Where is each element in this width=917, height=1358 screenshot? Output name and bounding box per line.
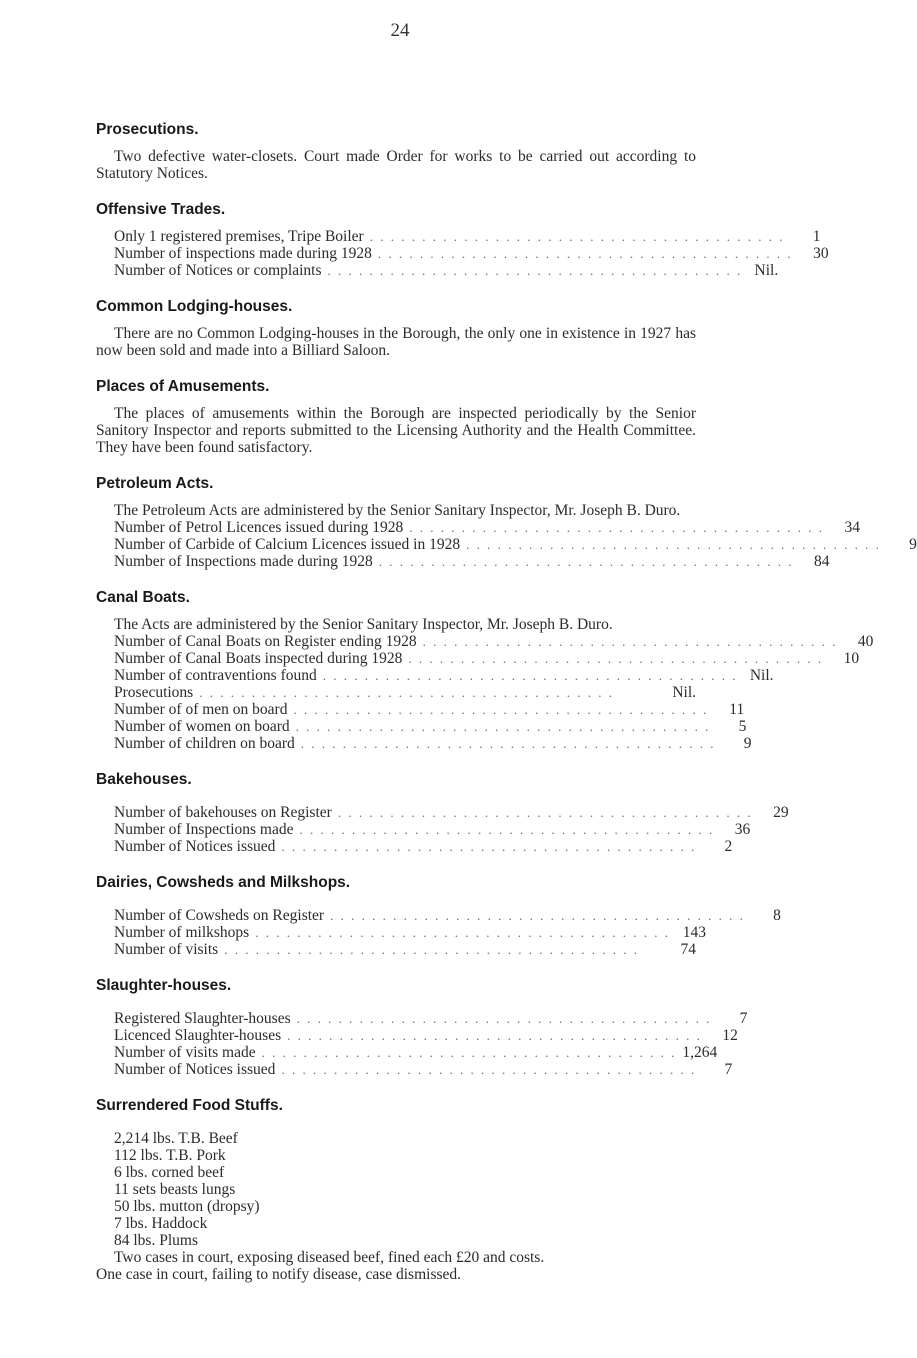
stat-row xyxy=(114,667,774,684)
stat-value: Nil. xyxy=(749,667,774,684)
stat-value: 36 xyxy=(734,821,751,838)
stat-value: 11 xyxy=(729,701,745,718)
section-heading: Offensive Trades. xyxy=(96,201,226,218)
stat-label: Number of inspections made during 1928 xyxy=(114,245,372,262)
stat-value: 8 xyxy=(773,907,781,924)
list-item: 112 lbs. T.B. Pork xyxy=(114,1147,226,1164)
stat-value: 1 xyxy=(812,228,821,245)
dot-leader: . . . . . . . . . . . . . . . . . . . . . . . . . . . . . . . . . . . . . . . . xyxy=(369,229,785,244)
stat-row xyxy=(114,553,830,570)
stat-label: Number of Notices issued xyxy=(114,838,276,855)
stat-list xyxy=(96,228,829,279)
stat-label: Licenced Slaughter-houses xyxy=(114,1027,282,1044)
dot-leader: . . . . . . . . . . . . . . . . . . . . . . . . . . . . . . . . . . . . . . . . xyxy=(296,1011,712,1026)
stat-value: 10 xyxy=(843,650,860,667)
stat-value: 7 xyxy=(724,1061,733,1078)
dot-leader: . . . . . . . . . . . . . . . . . . . . . . . . . . . . . . . . . . . . . . . . xyxy=(199,685,614,700)
stat-label: Number of Petrol Licences issued during 1928 xyxy=(114,519,404,536)
list-item: 50 lbs. mutton (dropsy) xyxy=(114,1198,260,1215)
stat-row xyxy=(114,907,781,924)
section-bakehouses xyxy=(96,770,789,855)
section-heading: Surrendered Food Stuffs. xyxy=(96,1097,283,1114)
dot-leader: . . . . . . . . . . . . . . . . . . . . . . . . . . . . . . . . . . . . . . . . xyxy=(408,651,824,666)
section-heading: Slaughter-houses. xyxy=(96,977,232,994)
court-note: One case in court, failing to notify disease, case dismissed. xyxy=(96,1266,462,1283)
section-amusements xyxy=(96,377,696,456)
stat-row xyxy=(114,536,917,553)
stat-label: Number of Notices issued xyxy=(114,1061,276,1078)
dot-leader: . . . . . . . . . . . . . . . . . . . . . . . . . . . . . . . . . . . . . . . . xyxy=(295,719,711,734)
stat-label: Number of Carbide of Calcium Licences issued in 1928 xyxy=(114,536,461,553)
stat-row xyxy=(114,924,706,941)
stat-label: Number of Canal Boats on Register ending 1928 xyxy=(114,633,417,650)
section-heading: Canal Boats. xyxy=(96,589,190,606)
stat-row xyxy=(114,684,696,701)
dot-leader: . . . . . . . . . . . . . . . . . . . . . . . . . . . . . . . . . . . . . . . . xyxy=(327,263,743,278)
dot-leader: . . . . . . . . . . . . . . . . . . . . . . . . . . . . . . . . . . . . . . . . xyxy=(330,908,745,923)
stat-row xyxy=(114,519,861,536)
section-paragraph: There are no Common Lodging-houses in the Borough, the only one in existence in 1927 has now been sold and made into a Billiard Saloon. xyxy=(96,325,696,359)
section-prosecutions xyxy=(96,120,696,182)
stat-label: Number of Inspections made xyxy=(114,821,294,838)
stat-list xyxy=(96,907,781,958)
stat-value: 84 xyxy=(813,553,830,570)
stat-value: 1,264 xyxy=(682,1044,718,1061)
court-note: Two cases in court, exposing diseased beef, fined each £20 and costs. xyxy=(114,1249,545,1266)
dot-leader: . . . . . . . . . . . . . . . . . . . . . . . . . . . . . . . . . . . . . . . . xyxy=(377,246,793,261)
stat-label: Prosecutions xyxy=(114,684,194,701)
section-heading: Places of Amusements. xyxy=(96,378,270,395)
dot-leader: . . . . . . . . . . . . . . . . . . . . . . . . . . . . . . . . . . . . . . . . xyxy=(337,805,753,820)
stat-value: 143 xyxy=(682,924,706,941)
section-surrendered-food xyxy=(96,1096,696,1283)
stat-list xyxy=(96,804,789,855)
section-paragraph: The places of amusements within the Borough are inspected periodically by the Senior Sanitory Inspector and reports submitted to the Licensing Authority and the Health Committee. They have been found satisfactory. xyxy=(96,405,696,456)
stat-value: 9 xyxy=(743,735,752,752)
stat-row xyxy=(114,701,745,718)
stat-list xyxy=(96,519,917,570)
stat-list xyxy=(96,1010,748,1078)
stat-value: 5 xyxy=(738,718,747,735)
dot-leader: . . . . . . . . . . . . . . . . . . . . . . . . . . . . . . . . . . . . . . . . xyxy=(281,839,697,854)
dot-leader: . . . . . . . . . . . . . . . . . . . . . . . . . . . . . . . . . . . . . . . . xyxy=(466,537,881,552)
stat-value: 30 xyxy=(813,245,829,262)
dot-leader: . . . . . . . . . . . . . . . . . . . . . . . . . . . . . . . . . . . . . . . . xyxy=(287,1028,702,1043)
dot-leader: . . . . . . . . . . . . . . . . . . . . . . . . . . . . . . . . . . . . . . . . xyxy=(299,822,715,837)
list-item: 2,214 lbs. T.B. Beef xyxy=(114,1130,238,1147)
stat-label: Number of visits made xyxy=(114,1044,256,1061)
stat-row xyxy=(114,718,747,735)
stat-row xyxy=(114,941,696,958)
stat-label: Number of Canal Boats inspected during 1928 xyxy=(114,650,403,667)
stat-row xyxy=(114,245,829,262)
section-petroleum xyxy=(96,474,917,570)
stat-value: 40 xyxy=(857,633,874,650)
stat-label: Number of Inspections made during 1928 xyxy=(114,553,373,570)
stat-row xyxy=(114,804,789,821)
stat-row xyxy=(114,1010,748,1027)
stat-list xyxy=(96,633,874,752)
dot-leader: . . . . . . . . . . . . . . . . . . . . . . . . . . . . . . . . . . . . . . . . xyxy=(261,1045,677,1060)
stat-row xyxy=(114,262,779,279)
stat-row xyxy=(114,1061,733,1078)
stat-label: Only 1 registered premises, Tripe Boiler xyxy=(114,228,364,245)
report-content xyxy=(96,120,917,1283)
stat-row xyxy=(114,1027,738,1044)
stat-label: Number of bakehouses on Register xyxy=(114,804,332,821)
stat-label: Number of children on board xyxy=(114,735,295,752)
stat-value: 34 xyxy=(844,519,861,536)
stat-row xyxy=(114,650,860,667)
stat-label: Number of visits xyxy=(114,941,219,958)
stat-value: 29 xyxy=(773,804,789,821)
section-heading: Prosecutions. xyxy=(96,121,199,138)
section-heading: Petroleum Acts. xyxy=(96,475,214,492)
list-item: 6 lbs. corned beef xyxy=(114,1164,225,1181)
dot-leader: . . . . . . . . . . . . . . . . . . . . . . . . . . . . . . . . . . . . . . . . xyxy=(224,942,639,957)
dot-leader: . . . . . . . . . . . . . . . . . . . . . . . . . . . . . . . . . . . . . . . . xyxy=(409,520,825,535)
dot-leader: . . . . . . . . . . . . . . . . . . . . . . . . . . . . . . . . . . . . . . . . xyxy=(422,634,838,649)
section-canal-boats xyxy=(96,588,874,752)
dot-leader: . . . . . . . . . . . . . . . . . . . . . . . . . . . . . . . . . . . . . . . . xyxy=(293,702,709,717)
list-item: 84 lbs. Plums xyxy=(114,1232,198,1249)
stat-row xyxy=(114,735,752,752)
dot-leader: . . . . . . . . . . . . . . . . . . . . . . . . . . . . . . . . . . . . . . . . xyxy=(378,554,794,569)
section-heading: Common Lodging-houses. xyxy=(96,298,293,315)
section-heading: Bakehouses. xyxy=(96,771,192,788)
stat-row xyxy=(114,821,751,838)
dot-leader: . . . . . . . . . . . . . . . . . . . . . . . . . . . . . . . . . . . . . . . . xyxy=(281,1062,697,1077)
dot-leader: . . . . . . . . . . . . . . . . . . . . . . . . . . . . . . . . . . . . . . . . xyxy=(300,736,716,751)
dot-leader: . . . . . . . . . . . . . . . . . . . . . . . . . . . . . . . . . . . . . . . . xyxy=(322,668,738,683)
stat-label: Number of milkshops xyxy=(114,924,250,941)
section-offensive-trades xyxy=(96,200,829,279)
stat-value: Nil. xyxy=(672,684,696,701)
list-item: 7 lbs. Haddock xyxy=(114,1215,208,1232)
stat-label: Number of of men on board xyxy=(114,701,288,718)
section-paragraph: The Petroleum Acts are administered by the Senior Sanitary Inspector, Mr. Joseph B. Duro. xyxy=(114,502,681,519)
section-dairies xyxy=(96,873,781,958)
stat-value: 74 xyxy=(680,941,696,958)
stat-value: 7 xyxy=(739,1010,748,1027)
stat-label: Number of Notices or complaints xyxy=(114,262,322,279)
section-paragraph: The Acts are administered by the Senior Sanitary Inspector, Mr. Joseph B. Duro. xyxy=(114,616,613,633)
stat-row xyxy=(114,633,874,650)
stat-row xyxy=(114,228,821,245)
stat-value: 9 xyxy=(909,536,917,553)
page-number: 24 xyxy=(390,20,410,41)
food-list xyxy=(96,1130,696,1249)
section-heading: Dairies, Cowsheds and Milkshops. xyxy=(96,874,351,891)
court-notes xyxy=(96,1249,696,1266)
stat-row xyxy=(114,1044,718,1061)
stat-label: Number of Cowsheds on Register xyxy=(114,907,325,924)
section-paragraph: Two defective water-closets. Court made Order for works to be carried out according to Statutory Notices. xyxy=(96,148,696,182)
stat-label: Number of contraventions found xyxy=(114,667,317,684)
dot-leader: . . . . . . . . . . . . . . . . . . . . . . . . . . . . . . . . . . . . . . . . xyxy=(255,925,670,940)
stat-value: Nil. xyxy=(754,262,779,279)
section-common-lodging xyxy=(96,297,696,359)
stat-row xyxy=(114,838,733,855)
list-item: 11 sets beasts lungs xyxy=(114,1181,236,1198)
section-slaughter-houses xyxy=(96,976,748,1078)
stat-label: Registered Slaughter-houses xyxy=(114,1010,291,1027)
stat-label: Number of women on board xyxy=(114,718,290,735)
stat-value: 12 xyxy=(722,1027,738,1044)
stat-value: 2 xyxy=(724,838,733,855)
